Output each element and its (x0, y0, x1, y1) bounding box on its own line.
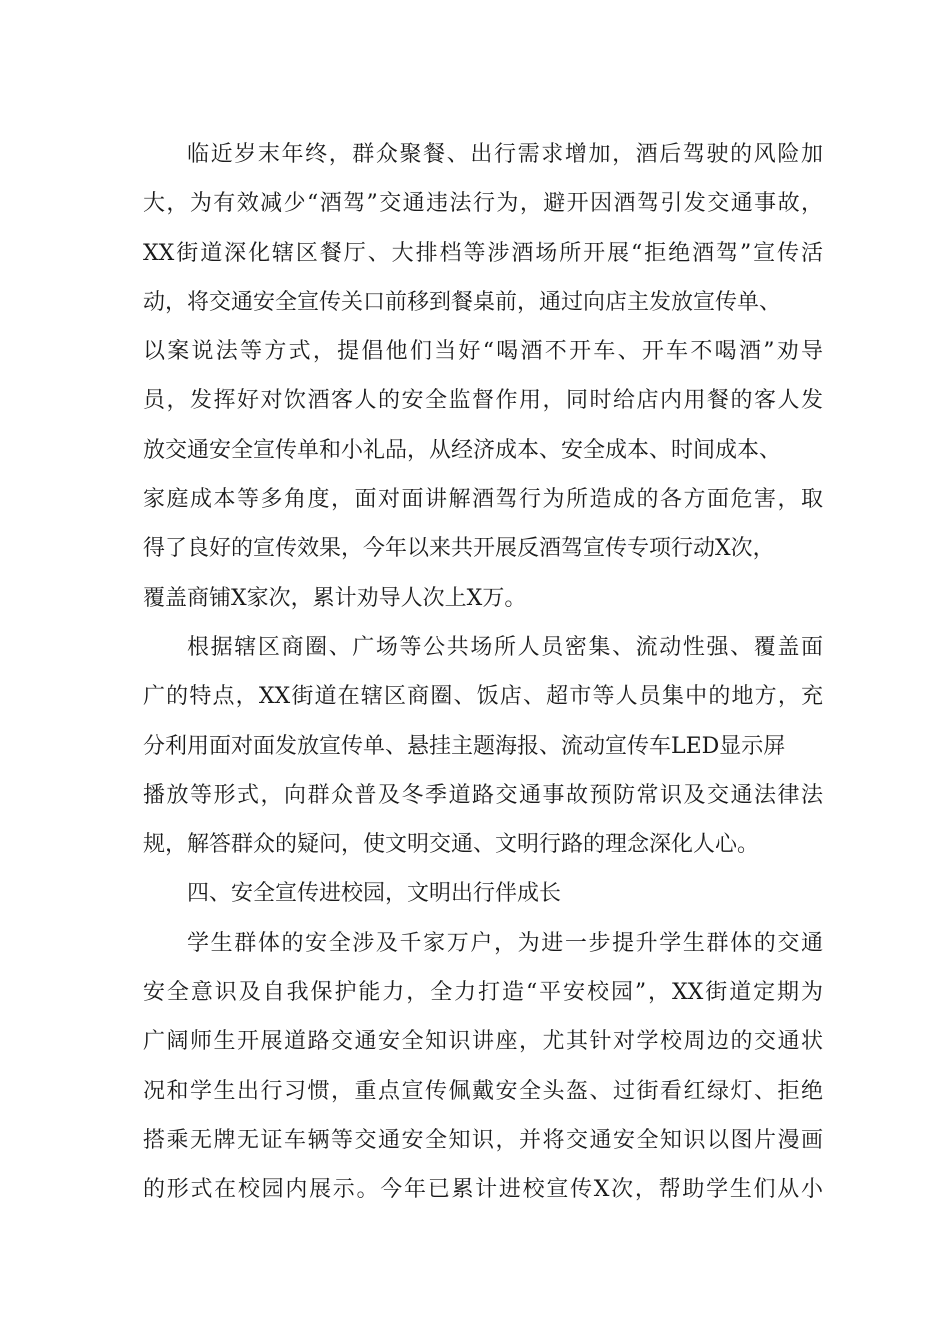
paragraph-1-line-6: 员，发挥好对饮酒客人的安全监督作用，同时给店内用餐的客人发 (143, 388, 823, 414)
paragraph-1-line-9: 得了良好的宣传效果，今年以来共开展反酒驾宣传专项行动X次， (143, 536, 775, 562)
paragraph-3-line-2: 安全意识及自我保护能力，全力打造“平安校园”，XX街道定期为 (143, 980, 823, 1006)
paragraph-2-line-4: 播放等形式，向群众普及冬季道路交通事故预防常识及交通法律法 (143, 782, 823, 808)
paragraph-1-line-7: 放交通安全宣传单和小礼品，从经济成本、安全成本、时间成本、 (143, 437, 782, 463)
paragraph-3-line-1: 学生群体的安全涉及千家万户，为进一步提升学生群体的交通 (187, 930, 823, 956)
paragraph-1-line-2: 大，为有效减少“酒驾”交通违法行为，避开因酒驾引发交通事故， (143, 191, 823, 217)
document-body (143, 130, 823, 1215)
paragraph-3-line-3: 广阔师生开展道路交通安全知识讲座，尤其针对学校周边的交通状 (143, 1029, 823, 1055)
paragraph-1-line-3: XX街道深化辖区餐厅、大排档等涉酒场所开展“拒绝酒驾”宣传活 (143, 240, 823, 266)
paragraph-1-line-4: 动，将交通安全宣传关口前移到餐桌前，通过向店主发放宣传单、 (143, 289, 782, 315)
paragraph-2-line-1: 根据辖区商圈、广场等公共场所人员密集、流动性强、覆盖面 (187, 634, 823, 660)
paragraph-3-line-4: 况和学生出行习惯，重点宣传佩戴安全头盔、过街看红绿灯、拒绝 (143, 1078, 823, 1104)
paragraph-1-line-5: 以案说法等方式，提倡他们当好“喝酒不开车、开车不喝酒”劝导 (143, 339, 823, 365)
paragraph-2-line-5: 规，解答群众的疑问，使文明交通、文明行路的理念深化人心。 (143, 832, 760, 858)
paragraph-1-line-1: 临近岁末年终，群众聚餐、出行需求增加，酒后驾驶的风险加 (187, 142, 823, 167)
paragraph-3-line-6: 的形式在校园内展示。今年已累计进校宣传X次，帮助学生们从小 (143, 1177, 823, 1203)
paragraph-1-line-8: 家庭成本等多角度，面对面讲解酒驾行为所造成的各方面危害，取 (143, 487, 823, 513)
paragraph-2-line-3: 分利用面对面发放宣传单、悬挂主题海报、流动宣传车LED显示屏 (143, 733, 786, 759)
paragraph-3-line-5: 搭乘无牌无证车辆等交通安全知识，并将交通安全知识以图片漫画 (143, 1127, 823, 1153)
paragraph-2-line-2: 广的特点，XX街道在辖区商圈、饭店、超市等人员集中的地方，充 (143, 684, 823, 710)
paragraph-1-line-10: 覆盖商铺X家次，累计劝导人次上X万。 (143, 585, 527, 611)
section-heading-4: 四、安全宣传进校园，文明出行伴成长 (187, 881, 562, 907)
